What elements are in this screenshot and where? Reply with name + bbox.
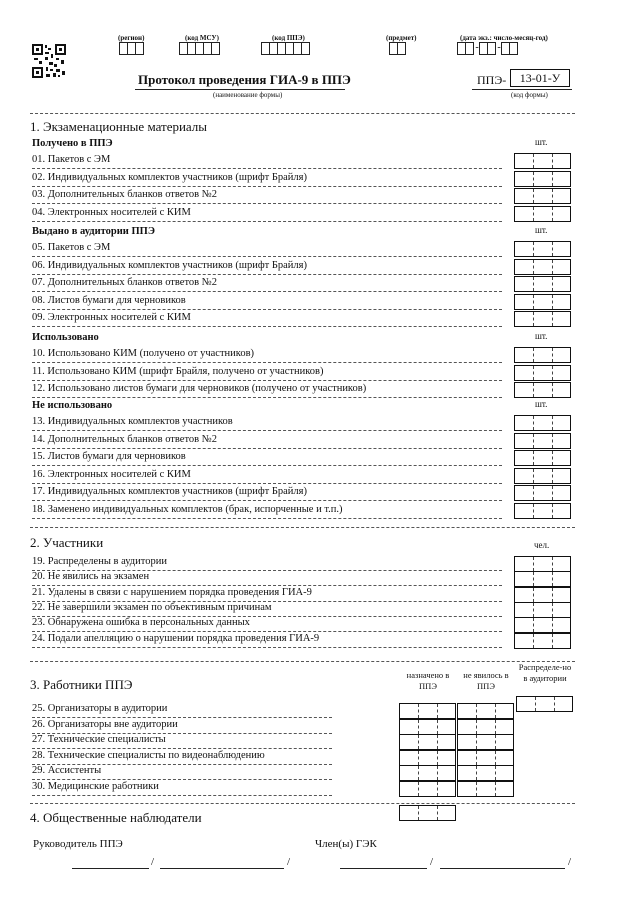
row-underline (32, 465, 502, 466)
count-box[interactable] (514, 602, 571, 618)
count-box[interactable] (514, 241, 571, 257)
digit-divider (437, 735, 438, 749)
count-box[interactable] (514, 485, 571, 501)
digit-divider (552, 634, 553, 648)
digit-divider (476, 766, 477, 780)
digit-divider (533, 451, 534, 465)
digit-divider (418, 751, 419, 765)
distributed-box[interactable] (516, 696, 573, 712)
digit-divider (495, 704, 496, 718)
section3-col-header-distributed: Распределе-но в аудитории (518, 662, 572, 683)
section1-rule (30, 113, 575, 114)
digit-divider (552, 260, 553, 274)
item-row: 05. Пакетов с ЭМ (32, 242, 111, 253)
digit-divider (552, 154, 553, 168)
digit-divider (533, 486, 534, 500)
gek-signature-line[interactable] (340, 868, 427, 869)
group-unit: шт. (535, 137, 548, 147)
digit-divider (533, 416, 534, 430)
date-cells[interactable]: - - (458, 42, 518, 55)
section3-col-header-absent: не явилось в ППЭ (463, 670, 509, 691)
digit-divider (552, 486, 553, 500)
form-code-underline (472, 89, 572, 90)
digit-divider (533, 469, 534, 483)
digit-divider (552, 603, 553, 617)
digit-divider (418, 766, 419, 780)
digit-divider (533, 588, 534, 602)
staff-row: 25. Организаторы в аудитории (32, 703, 168, 714)
count-box[interactable] (514, 633, 571, 649)
digit-divider (533, 366, 534, 380)
item-row: 06. Индивидуальных комплектов участников (шрифт Брайля) (32, 259, 307, 271)
staff-row: 30. Медицинские работники (32, 780, 159, 792)
digit-divider (533, 260, 534, 274)
absent-box[interactable] (457, 703, 514, 719)
row-underline (32, 430, 502, 431)
digit-divider (552, 416, 553, 430)
digit-divider (476, 704, 477, 718)
digit-divider (554, 697, 555, 711)
digit-divider (552, 348, 553, 362)
digit-divider (495, 735, 496, 749)
assigned-box[interactable] (399, 781, 456, 797)
item-row: 13. Индивидуальных комплектов участников (32, 416, 233, 427)
section3-col-header-assigned: назначено в ППЭ (406, 670, 450, 691)
item-row: 12. Использовано листов бумаги для черновиков (получено от участников) (32, 383, 367, 394)
count-box[interactable] (514, 188, 571, 204)
count-box[interactable] (514, 587, 571, 603)
staff-row: 27. Технические специалисты (32, 734, 166, 745)
row-underline (32, 186, 502, 187)
digit-divider (533, 603, 534, 617)
digit-divider (552, 312, 553, 326)
ppe-cells[interactable] (262, 42, 310, 55)
head-slash-2: / (287, 856, 291, 868)
row-underline (32, 397, 502, 398)
row-underline (32, 274, 502, 275)
form-prefix: ППЭ- (477, 73, 507, 87)
gek-name-line[interactable] (440, 868, 565, 869)
section4-title: 4. Общественные наблюдатели (30, 810, 202, 825)
section3-title: 3. Работники ППЭ (30, 677, 133, 692)
participant-row: 19. Распределены в аудитории (32, 556, 167, 567)
count-box[interactable] (514, 468, 571, 484)
subject-caption: (предмет) (386, 34, 417, 42)
digit-divider (552, 295, 553, 309)
assigned-box[interactable] (399, 734, 456, 750)
assigned-box[interactable] (399, 719, 456, 735)
date-caption: (дата экз.: число-месяц-год) (460, 34, 548, 42)
count-box[interactable] (514, 415, 571, 431)
digit-divider (552, 557, 553, 571)
ppe-caption: (код ППЭ) (272, 34, 305, 42)
digit-divider (552, 189, 553, 203)
count-box[interactable] (514, 311, 571, 327)
item-row: 10. Использовано КИМ (получено от участников) (32, 348, 255, 359)
section4-rule (30, 803, 575, 804)
count-box[interactable] (514, 556, 571, 572)
digit-divider (418, 735, 419, 749)
digit-divider (437, 720, 438, 734)
digit-divider (552, 588, 553, 602)
group-title: Использовано (32, 332, 99, 343)
count-box[interactable] (514, 276, 571, 292)
item-row: 18. Заменено индивидуальных комплектов (брак, испорченные и т.п.) (32, 503, 343, 515)
gek-label: Член(ы) ГЭК (315, 838, 377, 850)
count-box[interactable] (514, 171, 571, 187)
item-row: 14. Дополнительных бланков ответов №2 (32, 433, 218, 445)
head-name-line[interactable] (160, 868, 284, 869)
item-row: 01. Пакетов с ЭМ (32, 154, 111, 165)
participant-row: 20. Не явились на экзамен (32, 571, 150, 583)
staff-row: 26. Организаторы вне аудитории (32, 718, 178, 730)
count-box[interactable] (514, 259, 571, 275)
qr-code (32, 44, 66, 78)
digit-divider (437, 751, 438, 765)
digit-divider (552, 383, 553, 397)
digit-divider (552, 572, 553, 586)
page-title: Протокол проведения ГИА-9 в ППЭ (138, 72, 351, 87)
observers-count-box[interactable] (399, 805, 456, 821)
digit-divider (533, 189, 534, 203)
digit-divider (437, 782, 438, 796)
item-row: 07. Дополнительных бланков ответов №2 (32, 277, 218, 288)
participant-row: 22. Не завершили экзамен по объективным причинам (32, 601, 272, 613)
count-box[interactable] (514, 450, 571, 466)
head-label: Руководитель ППЭ (33, 838, 123, 850)
row-underline (32, 221, 502, 222)
absent-box[interactable] (457, 765, 514, 781)
participant-row: 21. Удалены в связи с нарушением порядка проведения ГИА-9 (32, 586, 312, 598)
count-box[interactable] (514, 571, 571, 587)
count-box[interactable] (514, 294, 571, 310)
form-code-box (510, 69, 570, 87)
group-unit: шт. (535, 399, 548, 409)
digit-divider (418, 782, 419, 796)
digit-divider (533, 383, 534, 397)
form-code: 13-01-У (519, 71, 561, 85)
gek-slash-2: / (568, 856, 572, 868)
digit-divider (533, 504, 534, 518)
row-underline (32, 168, 502, 169)
group-unit: шт. (535, 331, 548, 341)
assigned-box[interactable] (399, 750, 456, 766)
count-box[interactable] (514, 382, 571, 398)
digit-divider (418, 720, 419, 734)
assigned-box[interactable] (399, 703, 456, 719)
digit-divider (533, 172, 534, 186)
count-box[interactable] (514, 347, 571, 363)
group-title: Не использовано (32, 400, 113, 411)
absent-box[interactable] (457, 719, 514, 735)
form-code-caption: (код формы) (511, 91, 548, 99)
row-underline (32, 203, 502, 204)
count-box[interactable] (514, 365, 571, 381)
title-underline (135, 89, 345, 90)
item-row: 09. Электронных носителей с КИМ (32, 312, 191, 323)
digit-divider (533, 434, 534, 448)
digit-divider (495, 720, 496, 734)
digit-divider (476, 751, 477, 765)
item-row: 04. Электронных носителей с КИМ (32, 206, 191, 218)
row-underline (32, 795, 332, 796)
digit-divider (533, 557, 534, 571)
row-underline (32, 448, 502, 449)
row-underline (32, 362, 502, 363)
gek-slash-1: / (430, 856, 434, 868)
digit-divider (533, 634, 534, 648)
row-underline (32, 291, 502, 292)
item-row: 02. Индивидуальных комплектов участников (шрифт Брайля) (32, 171, 307, 183)
absent-box[interactable] (457, 750, 514, 766)
count-box[interactable] (514, 617, 571, 633)
digit-divider (476, 720, 477, 734)
region-cells[interactable] (120, 42, 144, 55)
digit-divider (533, 348, 534, 362)
digit-divider (552, 242, 553, 256)
absent-box[interactable] (457, 734, 514, 750)
count-box[interactable] (514, 153, 571, 169)
digit-divider (535, 697, 536, 711)
msu-caption: (код МСУ) (185, 34, 219, 42)
row-underline (32, 518, 502, 519)
digit-divider (552, 451, 553, 465)
digit-divider (533, 312, 534, 326)
section3-rule (30, 661, 575, 662)
section1-title: 1. Экзаменационные материалы (30, 119, 208, 134)
row-underline (32, 256, 502, 257)
region-caption: (регион) (118, 34, 145, 42)
section2-rule (30, 527, 575, 528)
row-underline (32, 647, 502, 648)
item-row: 11. Использовано КИМ (шрифт Брайля, получено от участников) (32, 365, 324, 377)
row-underline (32, 500, 502, 501)
participant-row: 23. Обнаружена ошибка в персональных данных (32, 617, 250, 629)
row-underline (32, 380, 502, 381)
head-signature-line[interactable] (72, 868, 149, 869)
item-row: 03. Дополнительных бланков ответов №2 (32, 189, 218, 200)
absent-box[interactable] (457, 781, 514, 797)
participant-row: 24. Подали апелляцию о нарушении порядка проведения ГИА-9 (32, 632, 320, 644)
digit-divider (533, 572, 534, 586)
digit-divider (552, 469, 553, 483)
digit-divider (533, 295, 534, 309)
count-box[interactable] (514, 433, 571, 449)
group-title: Выдано в аудитории ППЭ (32, 226, 155, 237)
head-slash-1: / (151, 856, 155, 868)
row-underline (32, 483, 502, 484)
group-unit: шт. (535, 225, 548, 235)
group-title: Получено в ППЭ (32, 138, 113, 149)
count-box[interactable] (514, 503, 571, 519)
digit-divider (495, 782, 496, 796)
digit-divider (533, 618, 534, 632)
section2-title: 2. Участники (30, 535, 104, 550)
digit-divider (552, 366, 553, 380)
digit-divider (495, 766, 496, 780)
msu-cells[interactable] (180, 42, 220, 55)
row-underline (32, 309, 502, 310)
item-row: 17. Индивидуальных комплектов участников (шрифт Брайля) (32, 486, 307, 497)
digit-divider (552, 277, 553, 291)
digit-divider (476, 735, 477, 749)
digit-divider (437, 704, 438, 718)
item-row: 15. Листов бумаги для черновиков (32, 451, 186, 462)
item-row: 08. Листов бумаги для черновиков (32, 294, 186, 306)
staff-row: 29. Ассистенты (32, 765, 102, 776)
digit-divider (533, 242, 534, 256)
digit-divider (533, 207, 534, 221)
digit-divider (552, 207, 553, 221)
digit-divider (533, 277, 534, 291)
title-caption: (наименование формы) (213, 91, 283, 99)
digit-divider (552, 172, 553, 186)
assigned-box[interactable] (399, 765, 456, 781)
digit-divider (552, 618, 553, 632)
digit-divider (495, 751, 496, 765)
digit-divider (552, 434, 553, 448)
row-underline (32, 326, 502, 327)
digit-divider (476, 782, 477, 796)
digit-divider (437, 766, 438, 780)
digit-divider (533, 154, 534, 168)
digit-divider (418, 704, 419, 718)
section2-unit: чел. (534, 540, 550, 550)
count-box[interactable] (514, 206, 571, 222)
subject-cells[interactable] (390, 42, 406, 55)
digit-divider (552, 504, 553, 518)
item-row: 16. Электронных носителей с КИМ (32, 468, 191, 480)
staff-row: 28. Технические специалисты по видеонаблюдению (32, 749, 265, 761)
